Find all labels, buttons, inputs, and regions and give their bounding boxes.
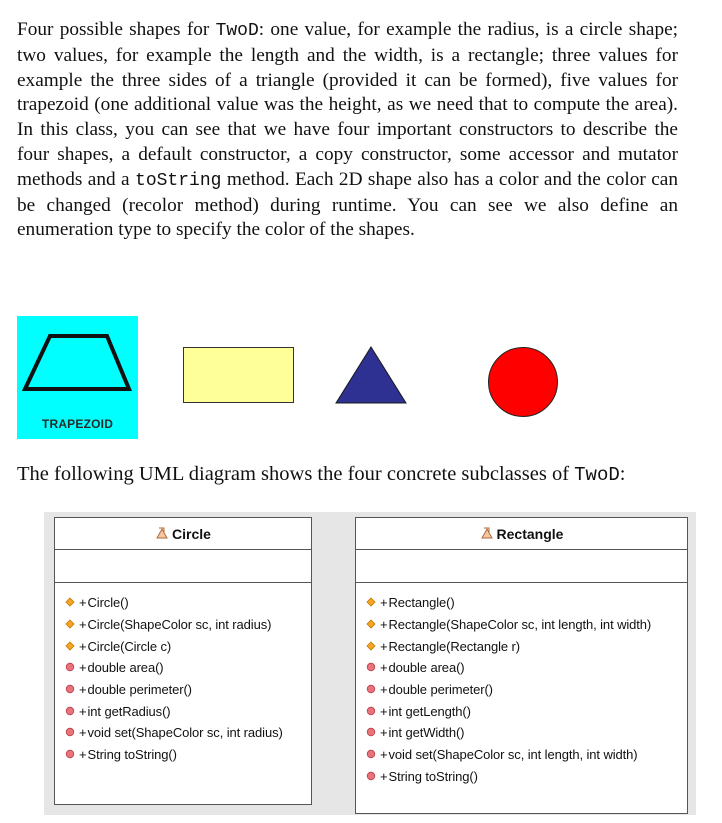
visibility-marker: + [380, 682, 388, 698]
operation-row [55, 679, 311, 701]
method-circle-icon [366, 704, 376, 719]
constructor-diamond-icon [366, 617, 376, 632]
method-circle-icon [366, 660, 376, 675]
method-circle-icon [65, 660, 75, 675]
visibility-marker: + [79, 595, 87, 611]
code-twod-caption: TwoD [574, 464, 620, 486]
trapezoid-figure [17, 316, 138, 439]
operation-row [356, 700, 687, 722]
visibility-marker: + [380, 768, 388, 784]
trapezoid-label: TRAPEZOID [41, 417, 114, 431]
operation-row [356, 614, 687, 636]
operation-signature: double area() [87, 660, 164, 676]
method-circle-icon [366, 769, 376, 784]
operation-signature: Circle(Circle c) [87, 638, 172, 654]
operation-row [55, 744, 311, 766]
visibility-marker: + [79, 725, 87, 741]
constructor-diamond-icon [65, 595, 75, 610]
constructor-diamond-icon [366, 639, 376, 654]
visibility-marker: + [79, 682, 87, 698]
operation-row [55, 592, 311, 614]
caption-text-1: The following UML diagram shows the four concrete subclasses of [17, 463, 575, 485]
uml-diagram [44, 512, 696, 815]
paragraph-text-3: method. Each 2D shape also has a color and the color can be changed (recolor method) during runtime. You can see we also define an enumeration type to specify the color of the shapes. [17, 168, 678, 241]
operation-signature: double perimeter() [87, 682, 192, 698]
visibility-marker: + [380, 725, 388, 741]
operations-compartment [55, 583, 311, 766]
constructor-diamond-icon [65, 639, 75, 654]
method-circle-icon [366, 682, 376, 697]
operation-signature: String toString() [388, 768, 478, 784]
code-tostring: toString [135, 170, 222, 191]
visibility-marker: + [380, 638, 388, 654]
operation-row [356, 635, 687, 657]
operation-signature: void set(ShapeColor sc, int length, int width) [388, 747, 638, 763]
operation-signature: String toString() [87, 747, 177, 763]
operation-row [356, 766, 687, 788]
circle-figure [487, 346, 559, 418]
operations-compartment [356, 583, 687, 787]
visibility-marker: + [380, 660, 388, 676]
class-icon [480, 526, 494, 542]
uml-class-rectangle [355, 517, 688, 814]
attributes-compartment [55, 550, 311, 583]
paragraph-text-2: : one value, for example the radius, is a circle shape; two values, for example the length and the width, is a rectangle; three values for example the three sides of a triangle (provided it can be formed), five values for trapezoid (one additional value was the height, as we need that to compute the area). In this class, you can see that we have four important constructors to describe the four shapes, a default constructor, a copy constructor, some accessor and mutator methods and a [17, 19, 678, 190]
operation-signature: double area() [388, 660, 465, 676]
method-circle-icon [366, 747, 376, 762]
constructor-diamond-icon [65, 617, 75, 632]
visibility-marker: + [380, 617, 388, 633]
method-circle-icon [65, 725, 75, 740]
visibility-marker: + [79, 660, 87, 676]
caption-text-2: : [619, 463, 626, 485]
intro-paragraph [17, 18, 678, 243]
operation-row [356, 744, 687, 766]
operation-signature: Circle() [87, 595, 129, 611]
class-icon [155, 526, 169, 542]
operation-signature: Rectangle() [388, 595, 455, 611]
operation-signature: Rectangle(Rectangle r) [388, 638, 520, 654]
operation-row [55, 657, 311, 679]
rectangle-figure [183, 347, 294, 403]
operation-signature: int getRadius() [87, 703, 171, 719]
operation-signature: Circle(ShapeColor sc, int radius) [87, 617, 272, 633]
uml-class-circle [54, 517, 312, 805]
constructor-diamond-icon [366, 595, 376, 610]
operation-row [55, 700, 311, 722]
code-twod: TwoD [215, 21, 259, 41]
operation-row [55, 614, 311, 636]
operation-signature: int getLength() [388, 703, 471, 719]
class-header [55, 518, 311, 550]
class-name: Circle [172, 525, 211, 542]
operation-row [356, 679, 687, 701]
visibility-marker: + [380, 703, 388, 719]
class-header [356, 518, 687, 550]
operation-signature: int getWidth() [388, 725, 465, 741]
method-circle-icon [65, 682, 75, 697]
operation-row [356, 657, 687, 679]
operation-signature: Rectangle(ShapeColor sc, int length, int width) [388, 617, 652, 633]
operation-row [356, 722, 687, 744]
paragraph-text-1: Four possible shapes for [17, 19, 216, 40]
visibility-marker: + [79, 638, 87, 654]
visibility-marker: + [380, 595, 388, 611]
method-circle-icon [366, 725, 376, 740]
method-circle-icon [65, 747, 75, 762]
attributes-compartment [356, 550, 687, 583]
operation-row [55, 722, 311, 744]
operation-signature: void set(ShapeColor sc, int radius) [87, 725, 283, 741]
operation-row [356, 592, 687, 614]
class-name: Rectangle [496, 525, 564, 542]
operation-row [55, 635, 311, 657]
visibility-marker: + [79, 747, 87, 763]
method-circle-icon [65, 704, 75, 719]
triangle-figure [334, 345, 408, 405]
visibility-marker: + [380, 747, 388, 763]
operation-signature: double perimeter() [388, 682, 493, 698]
visibility-marker: + [79, 617, 87, 633]
uml-caption [17, 463, 625, 486]
visibility-marker: + [79, 703, 87, 719]
